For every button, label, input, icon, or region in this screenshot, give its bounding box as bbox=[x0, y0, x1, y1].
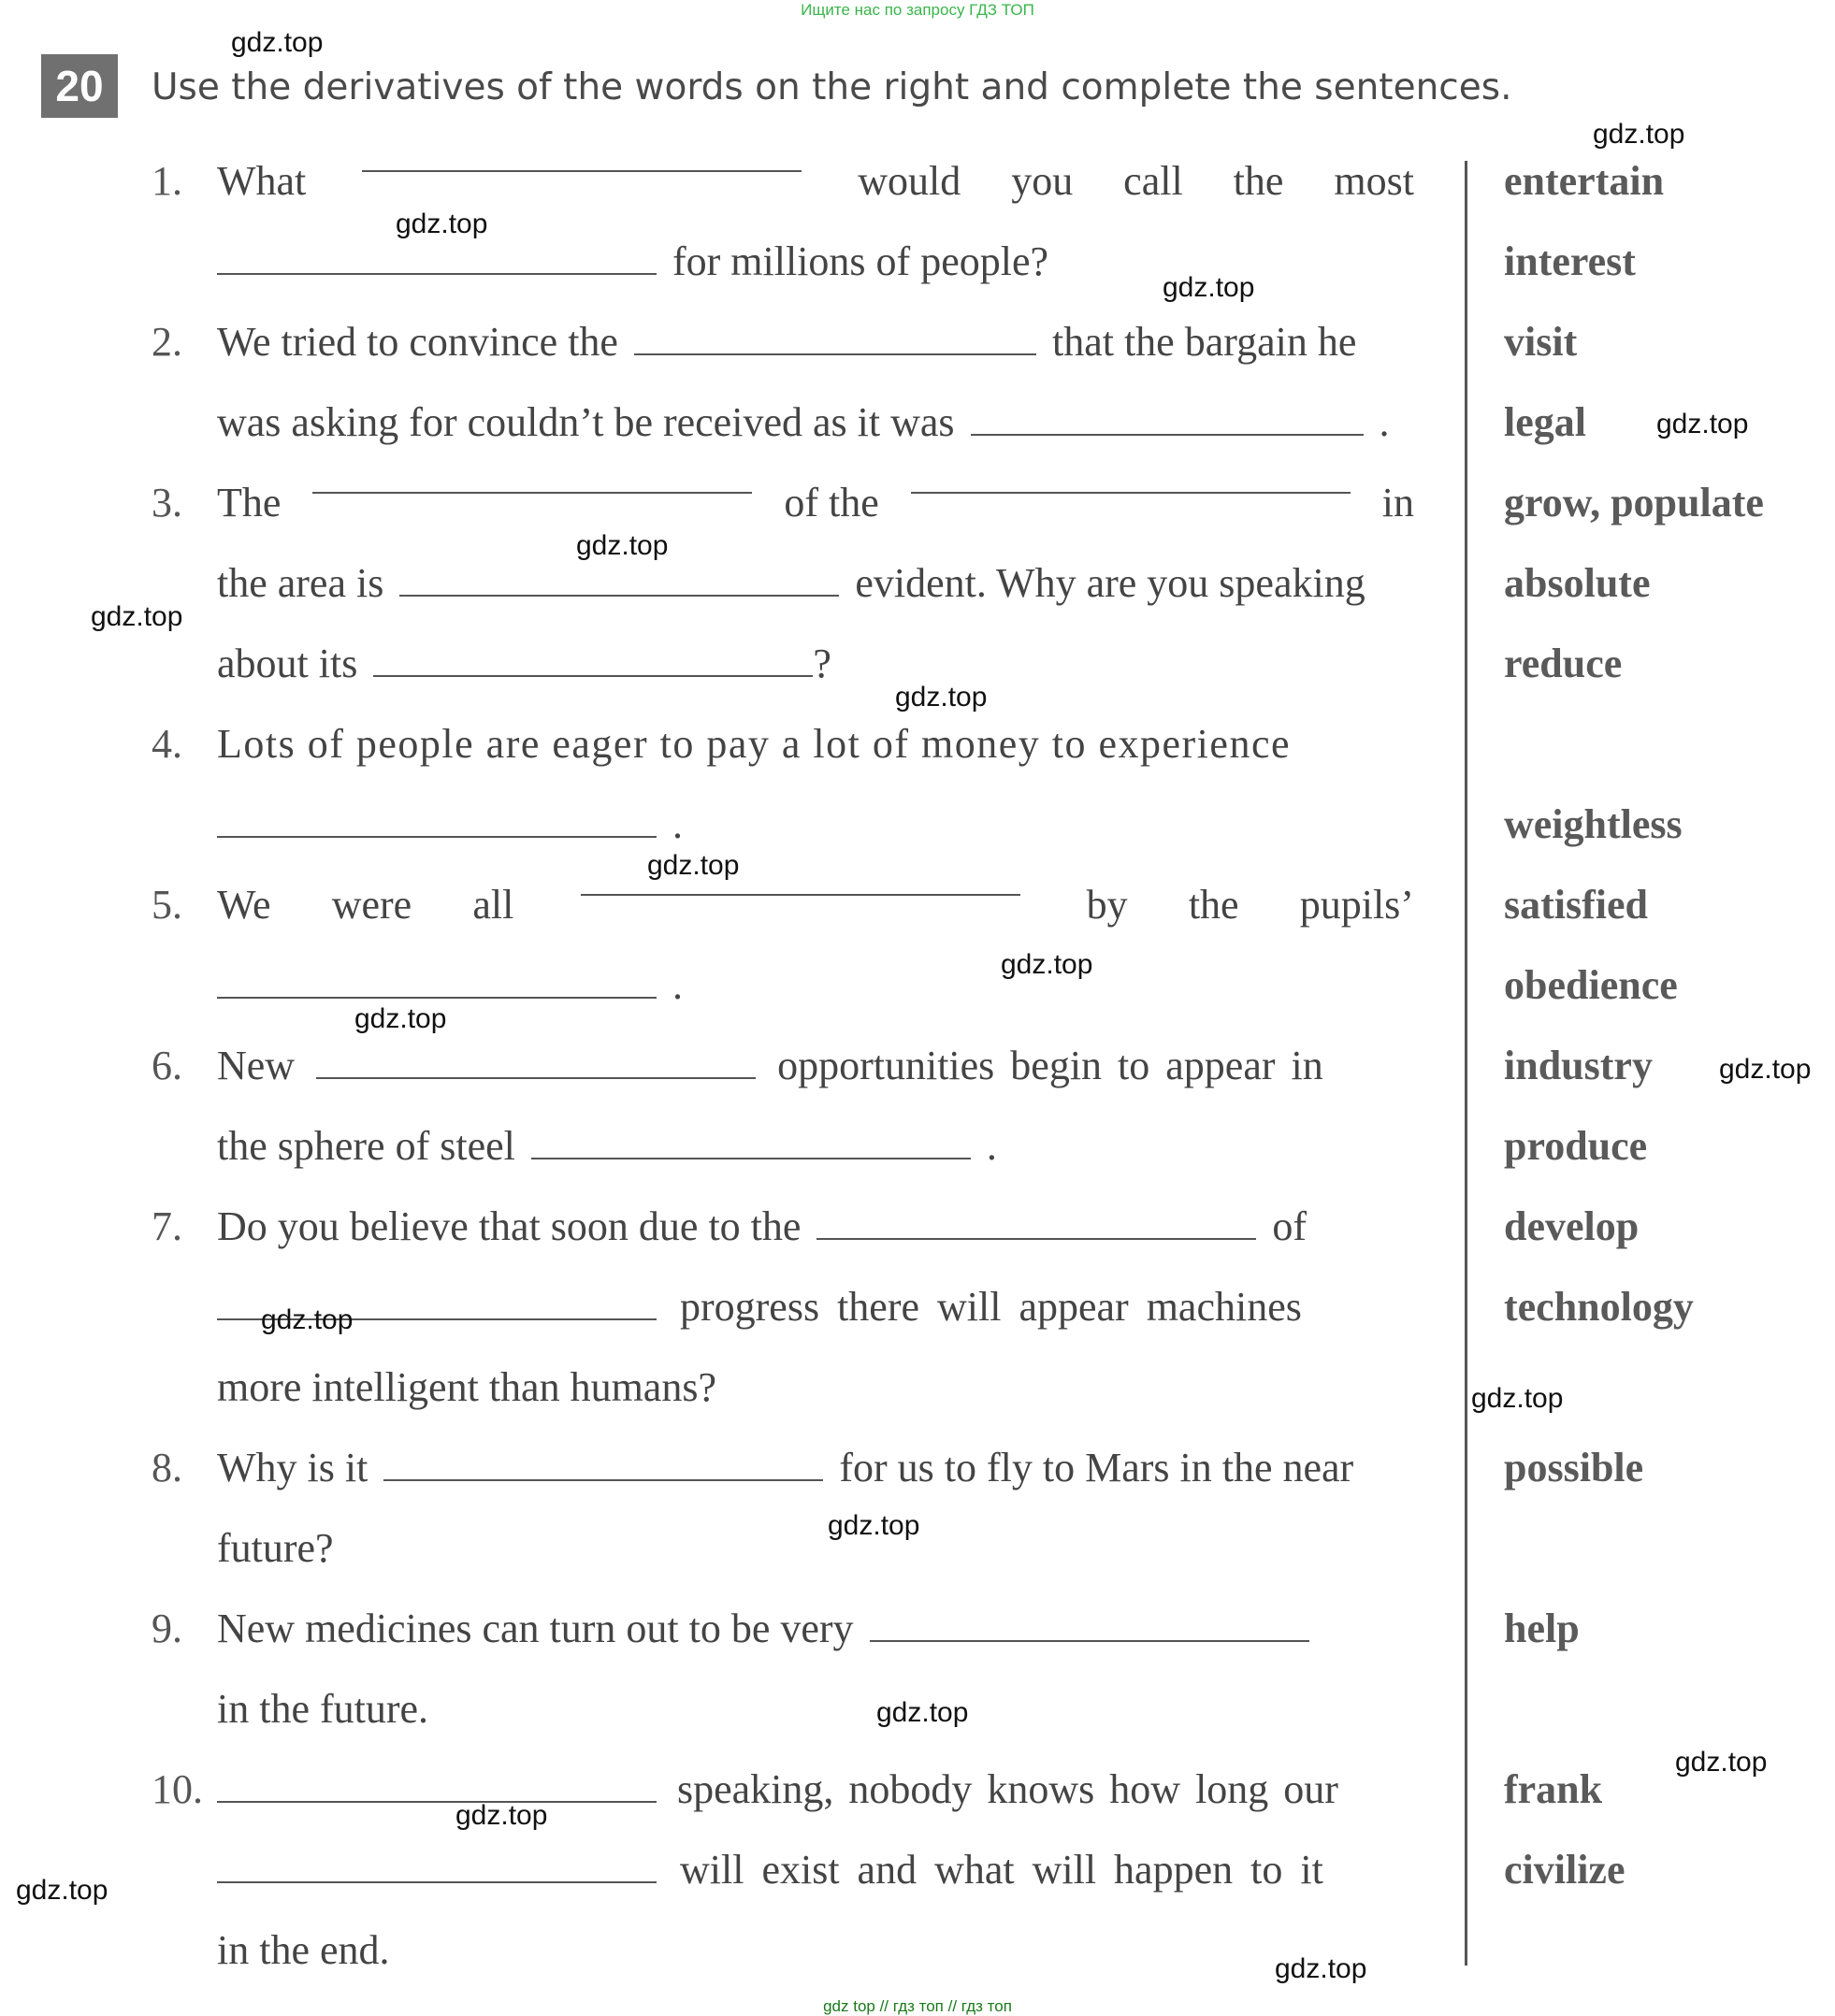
sentence-number: 7. bbox=[152, 1203, 182, 1249]
sentence-7-line-2 bbox=[217, 1277, 1302, 1337]
sentence-text: Do you believe that soon due to the bbox=[217, 1203, 802, 1249]
sentence-text: the sphere of steel bbox=[217, 1123, 515, 1169]
watermark: gdz.top bbox=[1656, 409, 1749, 439]
watermark: gdz.top bbox=[1471, 1383, 1564, 1414]
source-word: absolute bbox=[1504, 560, 1651, 606]
sentence-text: opportunities begin to appear in bbox=[777, 1043, 1323, 1088]
exercise-instruction: Use the derivatives of the words on the right and complete the sentences. bbox=[152, 66, 1512, 108]
sentence-2-line-1 bbox=[217, 312, 1356, 372]
watermark: gdz.top bbox=[261, 1304, 354, 1335]
sentence-number: 9. bbox=[152, 1606, 182, 1651]
footer-watermark: gdz top // гдз топ // гдз топ bbox=[823, 1997, 1012, 2015]
sentence-7-line-3: more intelligent than humans? bbox=[217, 1364, 716, 1410]
sentence-6-line-2 bbox=[217, 1116, 997, 1176]
word: would bbox=[858, 158, 961, 204]
sentence-text: was asking for couldn’t be received as it was bbox=[217, 399, 955, 445]
sentence-text: New medicines can turn out to be very bbox=[217, 1606, 854, 1651]
sentence-1-line-2 bbox=[217, 232, 1048, 292]
source-word: industry bbox=[1504, 1043, 1653, 1088]
source-word: develop bbox=[1504, 1203, 1640, 1249]
sentence-6-line-1 bbox=[217, 1036, 1414, 1096]
source-word: possible bbox=[1504, 1445, 1644, 1490]
sentence-text: . bbox=[1379, 399, 1390, 445]
answer-blank[interactable] bbox=[316, 1058, 756, 1079]
sentence-text: evident. Why are you speaking bbox=[855, 560, 1365, 606]
word: call bbox=[1123, 158, 1183, 204]
watermark: gdz.top bbox=[91, 601, 183, 632]
word: The bbox=[217, 480, 282, 526]
sentence-text: We tried to convince the bbox=[217, 319, 618, 365]
sentence-1-line-1 bbox=[217, 151, 1414, 211]
sentence-text: will exist and what will happen to it bbox=[680, 1847, 1323, 1893]
sentence-number: 8. bbox=[152, 1445, 182, 1490]
source-word: civilize bbox=[1504, 1847, 1625, 1893]
sentence-7-line-1 bbox=[217, 1197, 1307, 1257]
word: you bbox=[1011, 158, 1074, 204]
answer-blank[interactable] bbox=[971, 415, 1364, 436]
word: We bbox=[217, 882, 271, 928]
sentence-8-line-1 bbox=[217, 1438, 1353, 1498]
word: most bbox=[1334, 158, 1414, 204]
sentence-5-line-2 bbox=[217, 956, 683, 1015]
sentence-text: New bbox=[217, 1043, 296, 1088]
answer-blank[interactable] bbox=[312, 473, 752, 494]
sentence-5-line-1 bbox=[217, 875, 1414, 935]
answer-blank[interactable] bbox=[634, 335, 1036, 355]
answer-blank[interactable] bbox=[581, 875, 1020, 896]
sentence-text: . bbox=[672, 962, 683, 1008]
watermark: gdz.top bbox=[1275, 1953, 1367, 1984]
sentence-text: . bbox=[672, 801, 683, 847]
answer-blank[interactable] bbox=[217, 1782, 657, 1803]
sentence-text: the area is bbox=[217, 560, 384, 606]
word: the bbox=[1188, 882, 1239, 928]
source-word: obedience bbox=[1504, 962, 1678, 1008]
sentence-3-line-1 bbox=[217, 473, 1414, 533]
word: pupils’ bbox=[1299, 882, 1414, 928]
watermark: gdz.top bbox=[396, 209, 488, 239]
sentence-9-line-2: in the future. bbox=[217, 1686, 429, 1732]
sentence-text: of bbox=[1272, 1203, 1308, 1249]
answer-blank[interactable] bbox=[870, 1621, 1309, 1642]
sentence-3-line-2 bbox=[217, 554, 1365, 613]
sentence-text: speaking, nobody knows how long our bbox=[677, 1766, 1338, 1812]
sentence-number: 10. bbox=[152, 1766, 203, 1812]
answer-blank[interactable] bbox=[911, 473, 1351, 494]
watermark: gdz.top bbox=[1001, 949, 1093, 980]
source-word: technology bbox=[1504, 1284, 1694, 1330]
word: by bbox=[1086, 882, 1128, 928]
watermark: gdz.top bbox=[16, 1875, 108, 1906]
sentence-number: 1. bbox=[152, 158, 182, 204]
column-divider bbox=[1465, 161, 1467, 1966]
source-word: entertain bbox=[1504, 158, 1665, 204]
answer-blank[interactable] bbox=[373, 656, 813, 677]
watermark: gdz.top bbox=[354, 1003, 447, 1034]
sentence-4-line-2 bbox=[217, 795, 683, 855]
answer-blank[interactable] bbox=[399, 576, 839, 597]
sentence-text: ? bbox=[813, 641, 831, 686]
sentence-8-line-2: future? bbox=[217, 1525, 334, 1571]
word: all bbox=[472, 882, 514, 928]
source-word: satisfied bbox=[1504, 882, 1648, 928]
answer-blank[interactable] bbox=[531, 1139, 971, 1159]
source-word: reduce bbox=[1504, 641, 1623, 686]
sentence-number: 6. bbox=[152, 1043, 182, 1088]
watermark: gdz.top bbox=[828, 1510, 920, 1541]
sentence-text: that the bargain he bbox=[1051, 319, 1357, 365]
sentence-10-line-3: in the end. bbox=[217, 1927, 390, 1973]
answer-blank[interactable] bbox=[383, 1461, 823, 1481]
source-word: produce bbox=[1504, 1123, 1648, 1169]
watermark: gdz.top bbox=[647, 850, 740, 881]
source-word: interest bbox=[1504, 238, 1636, 284]
source-word: frank bbox=[1504, 1766, 1603, 1812]
sentence-10-line-2 bbox=[217, 1840, 1323, 1900]
watermark: gdz.top bbox=[455, 1800, 548, 1831]
watermark: gdz.top bbox=[576, 530, 669, 561]
sentence-text: Why is it bbox=[217, 1445, 368, 1490]
watermark: gdz.top bbox=[1163, 272, 1255, 303]
source-word: grow, populate bbox=[1504, 480, 1764, 526]
sentence-number: 2. bbox=[152, 319, 182, 365]
word: were bbox=[331, 882, 412, 928]
sentence-text: for us to fly to Mars in the near bbox=[839, 1445, 1354, 1490]
word: of the bbox=[784, 480, 879, 526]
sentence-text: for millions of people? bbox=[672, 238, 1049, 284]
top-banner: Ищите нас по запросу ГДЗ ТОП bbox=[801, 1, 1034, 19]
source-word: help bbox=[1504, 1606, 1580, 1651]
source-word: legal bbox=[1504, 399, 1586, 445]
answer-blank[interactable] bbox=[816, 1219, 1256, 1240]
watermark: gdz.top bbox=[1675, 1747, 1768, 1778]
sentence-2-line-2 bbox=[217, 393, 1390, 453]
answer-blank[interactable] bbox=[217, 978, 657, 999]
sentence-4-line-1: Lots of people are eager to pay a lot of money to experience bbox=[217, 721, 1291, 767]
sentence-number: 4. bbox=[152, 721, 182, 767]
sentence-number: 3. bbox=[152, 480, 182, 526]
watermark: gdz.top bbox=[231, 27, 324, 58]
watermark: gdz.top bbox=[1719, 1054, 1812, 1085]
answer-blank[interactable] bbox=[217, 254, 657, 275]
answer-blank[interactable] bbox=[217, 1863, 657, 1883]
sentence-text: about its bbox=[217, 641, 358, 686]
source-word: visit bbox=[1504, 319, 1578, 365]
answer-blank[interactable] bbox=[217, 817, 657, 838]
sentence-text: . bbox=[986, 1123, 997, 1169]
word: the bbox=[1233, 158, 1284, 204]
exercise-number-badge: 20 bbox=[41, 54, 118, 118]
watermark: gdz.top bbox=[876, 1697, 969, 1728]
sentence-number: 5. bbox=[152, 882, 182, 928]
watermark: gdz.top bbox=[1593, 119, 1685, 150]
answer-blank[interactable] bbox=[362, 151, 802, 172]
sentence-10-line-1 bbox=[217, 1760, 1338, 1820]
word: What bbox=[217, 158, 307, 204]
watermark: gdz.top bbox=[895, 682, 988, 713]
sentence-9-line-1 bbox=[217, 1599, 1315, 1659]
source-word: weightless bbox=[1504, 801, 1683, 847]
sentence-text: progress there will appear machines bbox=[680, 1284, 1302, 1330]
word: in bbox=[1381, 480, 1414, 526]
sentence-3-line-3 bbox=[217, 634, 831, 694]
